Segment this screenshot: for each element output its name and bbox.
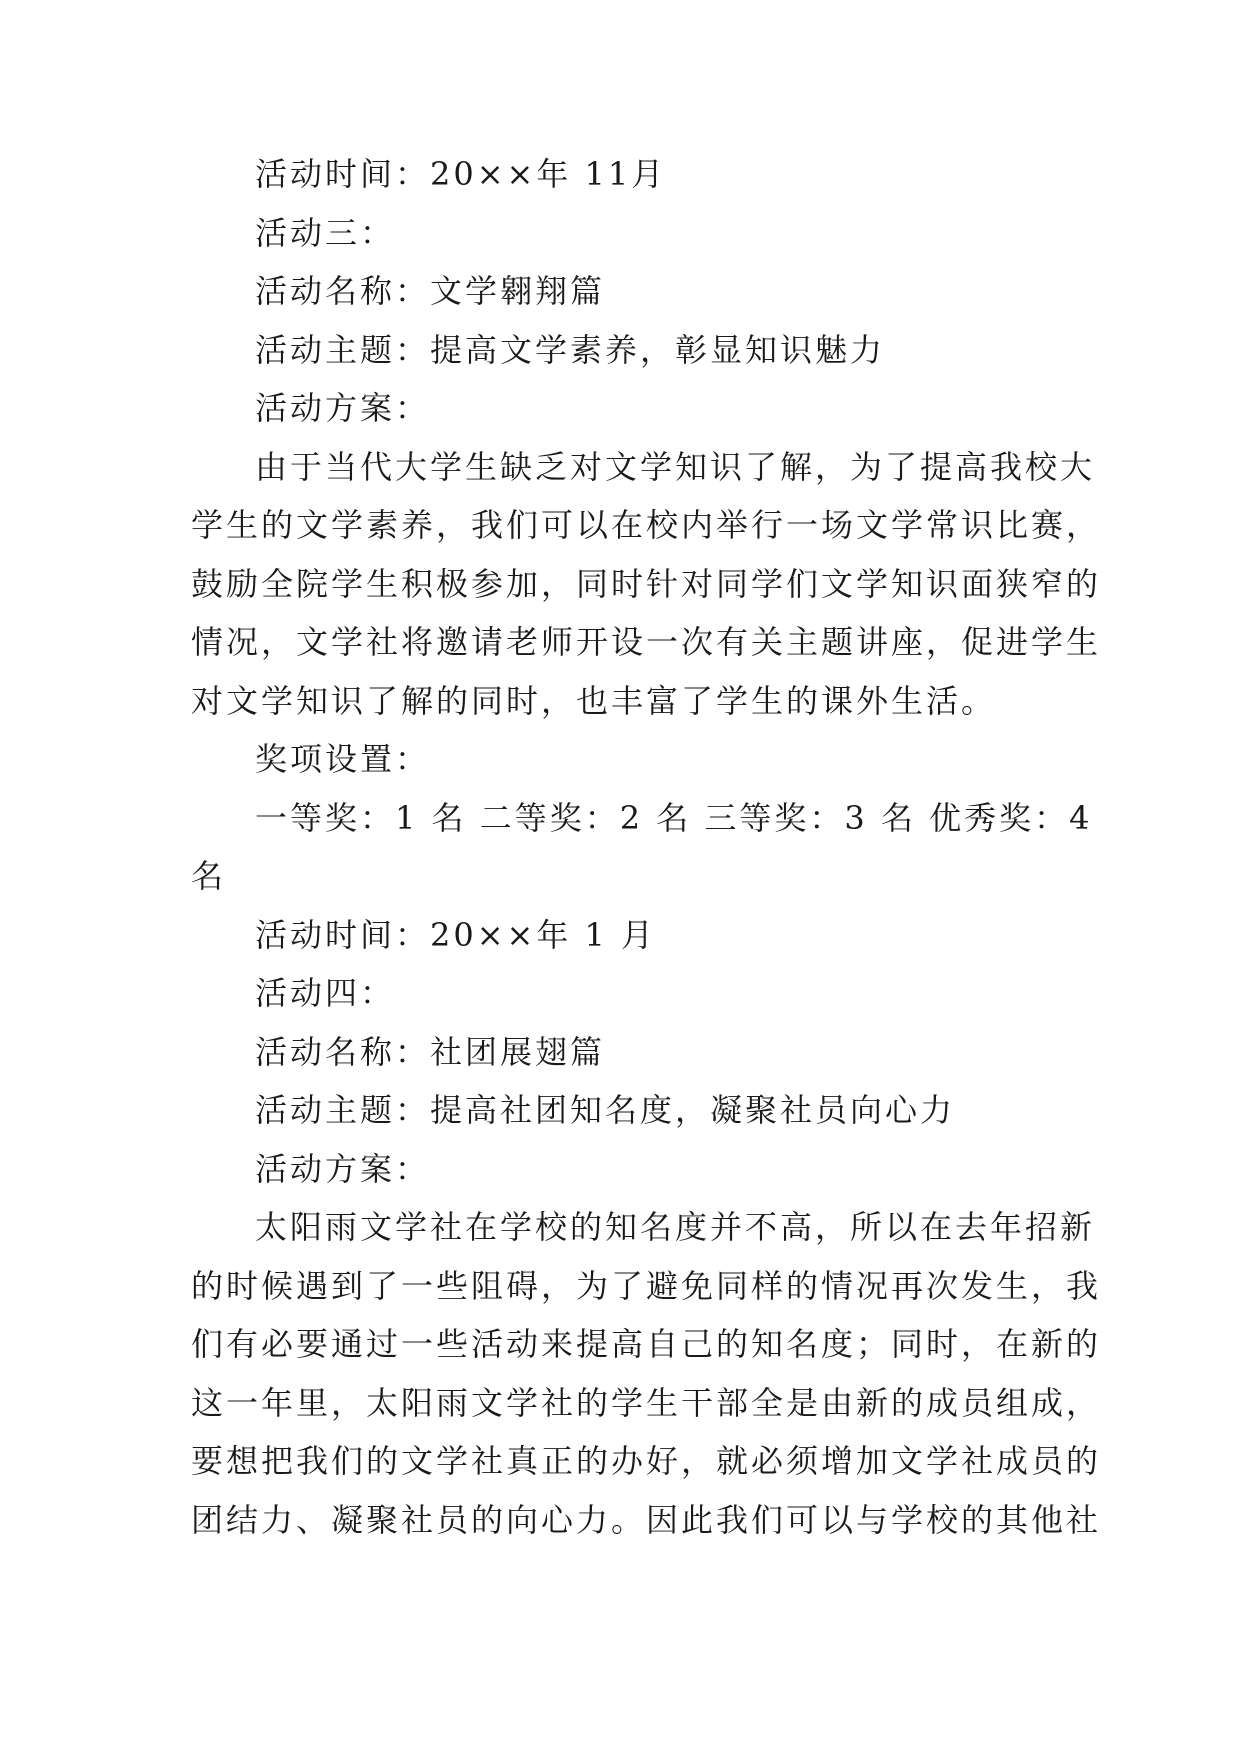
activity-plan-heading: 活动方案： — [255, 389, 431, 427]
paragraph-line: 太阳雨文学社在学校的知名度并不高，所以在去年招新 — [255, 1208, 1096, 1246]
paragraph-line: 鼓励全院学生积极参加，同时针对同学们文学知识面狭窄的 — [191, 564, 1102, 603]
paragraph-line: 由于当代大学生缺乏对文学知识了解，为了提高我校大 — [255, 447, 1096, 486]
activity-three-heading: 活动三： — [255, 213, 396, 252]
paragraph-line: 的时候遇到了一些阻碍，为了避免同样的情况再次发生，我 — [191, 1266, 1102, 1305]
activity-time-line: 活动时间：20××年 11月 — [255, 155, 667, 193]
activity-four-heading: 活动四： — [255, 974, 396, 1012]
activity-name-line: 活动名称：社团展翅篇 — [255, 1032, 606, 1071]
paragraph-line: 学生的文学素养，我们可以在校内举行一场文学常识比赛， — [191, 506, 1102, 544]
activity-theme-line: 活动主题：提高社团知名度，凝聚社员向心力 — [255, 1091, 956, 1129]
awards-heading: 奖项设置： — [255, 740, 431, 778]
activity-time-line: 活动时间：20××年 1 月 — [255, 915, 657, 954]
paragraph-line: 对文学知识了解的同时，也丰富了学生的课外生活。 — [191, 681, 997, 720]
paragraph-line: 要想把我们的文学社真正的办好，就必须增加文学社成员的 — [191, 1442, 1102, 1480]
activity-name-line: 活动名称：文学翱翔篇 — [255, 272, 606, 310]
awards-line: 名 — [191, 857, 227, 895]
paragraph-line: 情况，文学社将邀请老师开设一次有关主题讲座，促进学生 — [191, 623, 1102, 661]
paragraph-line: 们有必要通过一些活动来提高自己的知名度；同时，在新的 — [191, 1325, 1102, 1363]
activity-theme-line: 活动主题：提高文学素养，彰显知识魅力 — [255, 330, 886, 369]
paragraph-line: 团结力、凝聚社员的向心力。因此我们可以与学校的其他社 — [191, 1500, 1102, 1539]
document-body — [191, 155, 1102, 1559]
paragraph-line: 这一年里，太阳雨文学社的学生干部全是由新的成员组成， — [191, 1383, 1102, 1422]
activity-plan-heading: 活动方案： — [255, 1149, 431, 1188]
awards-line: 一等奖：1 名 二等奖：2 名 三等奖：3 名 优秀奖：4 — [255, 798, 1093, 837]
